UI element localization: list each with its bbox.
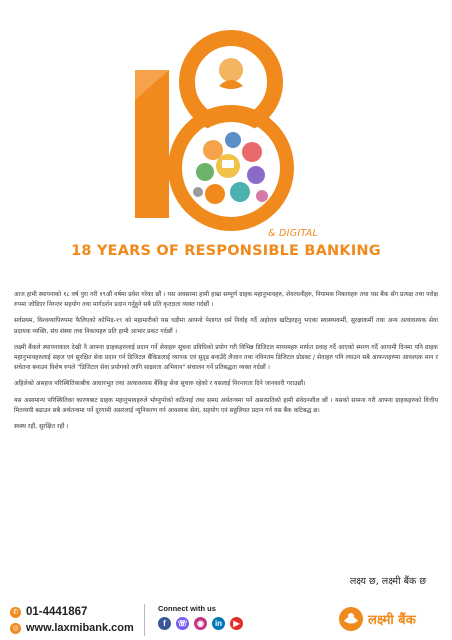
brand-name: लक्ष्मी बैंक (368, 613, 416, 628)
social-connect (158, 604, 248, 630)
footer (0, 600, 452, 640)
anniversary-18-emblem (0, 0, 452, 240)
paragraph-services-continue: अहिलेको असहज परिस्थितिकाबीच आधारभूत तथा अत्यावश्यक बैंकिङ्ग सेवा सुचारु रहेको र यसलाई निरन्तरता दिने जानकारी गराउछौं। (14, 380, 306, 388)
paragraph-covid-thanks: सर्वप्रथम, विश्वव्यापिरुपमा फैलिएको कोभिड-१९ को महामारीको यस घडीमा आफ्नो पेशागत धर्म निर्वाह गर्दै अहोरात्र खटिइरहनु भएका स्वास्थ्यकर्मी, सुरक्षाकर्मी तथा अन्य अत्यावश्यक सेवा प्रदायक व्यक्ति, संघ संस्था तथा निकायहरु प्रति हामी आभार प्रकट गर्दछौं । (14, 317, 438, 335)
globe-icon: ◎ (10, 623, 21, 634)
footer-divider (144, 604, 145, 636)
instagram-icon[interactable]: ◉ (194, 617, 207, 630)
viber-icon[interactable]: ☏ (177, 619, 188, 628)
linkedin-icon[interactable]: in (212, 617, 225, 630)
paragraph-stay-safe: स्वस्थ रहौं, सुरक्षित रहौं । (14, 423, 69, 431)
paragraph-gratitude: आज हामी स्थापनाको १८ वर्ष पुरा गरी १९औं वर्षमा प्रवेश गरेका छौं । यस अवसरमा हामी हाम्रा सम्पूर्ण ग्राहक महानुभावहरु, शेयरधनीहरु, नियामक निकायहरु तथा यस बैंक सँग प्रत्यक्ष तथा परोक्ष रुपमा जोडिएर निरन्तर सहयोग तथा मार्गदर्शन प्रदान गर्नुहुने सबै प्रति कृतज्ञता व्यक्त गर्दछौं । (14, 291, 438, 309)
slogan: लक्ष्य छ, लक्ष्मी बैंक छ (349, 576, 426, 587)
anniversary-headline: 18 YEARS OF RESPONSIBLE BANKING (71, 243, 381, 259)
notice-body (14, 290, 438, 438)
paragraph-support: यस असामान्य परिस्थितिका कारणबाट ग्राहक महानुभावहरुले भोग्नुपरेको कठिनाई तथा समग्र अर्थतन्त्रमा पर्ने असरप्रतिको हामी संवेदनशील छौं । यसको सामना गरी आफ्ना ग्राहकहरुको वित्तीय मितव्ययी बढाउन सबै अर्थतन्त्रमा पर्ने दूरगामी असरलाई न्यूनिकरण गर्न आवश्यक सेवा, सहयोग एवं सहुलियत प्रदान गर्न यस बैंक कटिबद्ध छ। (14, 396, 438, 414)
contact-info (10, 604, 134, 636)
website-row[interactable] (10, 620, 134, 636)
phone-icon: ✆ (10, 607, 21, 618)
website-link[interactable]: www.laxmibank.com (26, 622, 134, 634)
phone-row[interactable] (10, 604, 134, 620)
paragraph-digital-banking: लक्ष्मी बैंकले स्थापनाकाल देखी नै आफ्ना ग्राहकहरुलाई प्रदान गर्ने सेवाहरु सूचना प्रविधिको प्रयोग गरी विभिन्न डिजिटल माध्यमहरु मार्फत प्रवाह गर्दै आएको स्मरण गर्दै आगामी दिनमा पनि ग्राहक महानुभावहरुलाई सहज एवं सुरक्षित सेवा प्रदान गर्न डिजिटल बैंकिङलाई व्यापक एवं सुदृढ बनाउँदै लैजान तथा नविनतम डिजिटल प्रोडक्ट / सेवाहरु पनि ल्याउन सबै आफन्तहरुमा आवश्यक मान र सचेतना बनाउन विशेष रुपले "डिजिटल सेवा प्रयोगको लागि साक्षरता अभियान" संचालन गर्ने प्रतिबद्धता व्यक्त गर्दछौं । (14, 343, 438, 372)
connect-label: Connect with us (158, 604, 216, 613)
youtube-icon[interactable]: ▶ (230, 617, 243, 630)
digital-overlay-text: & DIGITAL (268, 228, 319, 239)
lotus-logo-icon (219, 58, 243, 89)
hero-18-graphic (0, 0, 452, 275)
laxmi-bank-logo (338, 606, 416, 632)
phone-number: 01-4441867 (26, 606, 88, 618)
lotus-brand-icon (338, 606, 364, 632)
facebook-icon[interactable]: f (158, 617, 171, 630)
social-icons (158, 617, 248, 630)
